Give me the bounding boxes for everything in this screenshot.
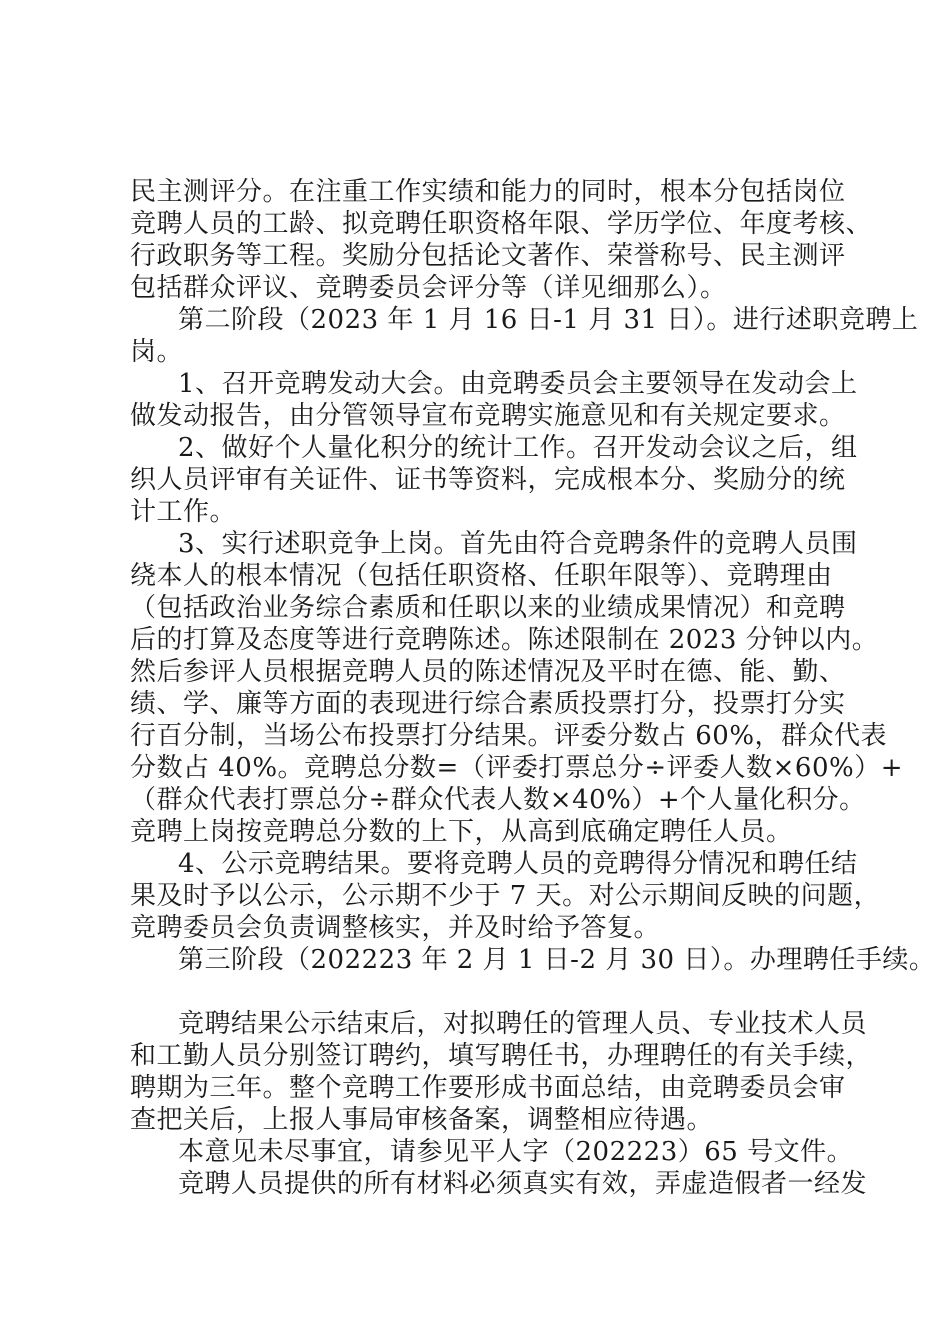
document-body xyxy=(130,176,936,1200)
text-line: 和工勤人员分别签订聘约，填写聘任书，办理聘任的有关手续， xyxy=(130,1041,873,1071)
paragraph-gap xyxy=(130,976,850,1008)
text-line: 竞聘人员的工龄、拟竞聘任职资格年限、学历学位、年度考核、 xyxy=(130,209,873,239)
text-line: 2、做好个人量化积分的统计工作。召开发动会议之后，组 xyxy=(178,433,858,463)
text-line: 竞聘上岗按竞聘总分数的上下，从高到底确定聘任人员。 xyxy=(130,817,793,847)
text-line: 行政职务等工程。奖励分包括论文著作、荣誉称号、民主测评 xyxy=(130,241,846,271)
text-line: 民主测评分。在注重工作实绩和能力的同时，根本分包括岗位 xyxy=(130,177,846,207)
text-line: 本意见未尽事宜，请参见平人字（202223）65 号文件。 xyxy=(178,1137,854,1167)
text-line: 3、实行述职竞争上岗。首先由符合竞聘条件的竞聘人员围 xyxy=(178,529,858,559)
text-line: （群众代表打票总分÷群众代表人数×40%）+个人量化积分。 xyxy=(130,785,866,815)
text-line: 岗。 xyxy=(130,337,184,367)
text-line: 查把关后，上报人事局审核备案，调整相应待遇。 xyxy=(130,1105,714,1135)
text-line: 1、召开竞聘发动大会。由竞聘委员会主要领导在发动会上 xyxy=(178,369,858,399)
text-line: 竞聘人员提供的所有材料必须真实有效，弄虚造假者一经发 xyxy=(178,1169,868,1199)
text-line: 聘期为三年。整个竞聘工作要形成书面总结，由竞聘委员会审 xyxy=(130,1073,846,1103)
text-line: （包括政治业务综合素质和任职以来的业绩成果情况）和竞聘 xyxy=(130,593,846,623)
text-line: 竞聘结果公示结束后，对拟聘任的管理人员、专业技术人员 xyxy=(178,1009,868,1039)
text-line: 分数占 40%。竞聘总分数=（评委打票总分÷评委人数×60%）+ xyxy=(130,753,903,783)
text-line: 果及时予以公示，公示期不少于 7 天。对公示期间反映的问题， xyxy=(130,881,881,911)
text-line: 竞聘委员会负责调整核实，并及时给予答复。 xyxy=(130,913,661,943)
text-line: 包括群众评议、竞聘委员会评分等（详见细那么）。 xyxy=(130,273,727,303)
text-line: 4、公示竞聘结果。要将竞聘人员的竞聘得分情况和聘任结 xyxy=(178,849,858,879)
text-line: 行百分制，当场公布投票打分结果。评委分数占 60%，群众代表 xyxy=(130,721,888,751)
text-line: 然后参评人员根据竞聘人员的陈述情况及平时在德、能、勤、 xyxy=(130,657,846,687)
text-line: 后的打算及态度等进行竞聘陈述。陈述限制在 2023 分钟以内。 xyxy=(130,625,879,655)
text-line: 计工作。 xyxy=(130,497,237,527)
text-line: 第二阶段（2023 年 1 月 16 日-1 月 31 日）。进行述职竞聘上 xyxy=(178,305,919,335)
text-line: 做发动报告，由分管领导宣布竞聘实施意见和有关规定要求。 xyxy=(130,401,846,431)
text-line: 绕本人的根本情况（包括任职资格、任职年限等）、竞聘理由 xyxy=(130,561,833,591)
text-line: 织人员评审有关证件、证书等资料，完成根本分、奖励分的统 xyxy=(130,465,846,495)
text-line: 第三阶段（202223 年 2 月 1 日-2 月 30 日）。办理聘任手续。 xyxy=(178,945,936,975)
text-line: 绩、学、廉等方面的表现进行综合素质投票打分，投票打分实 xyxy=(130,689,846,719)
